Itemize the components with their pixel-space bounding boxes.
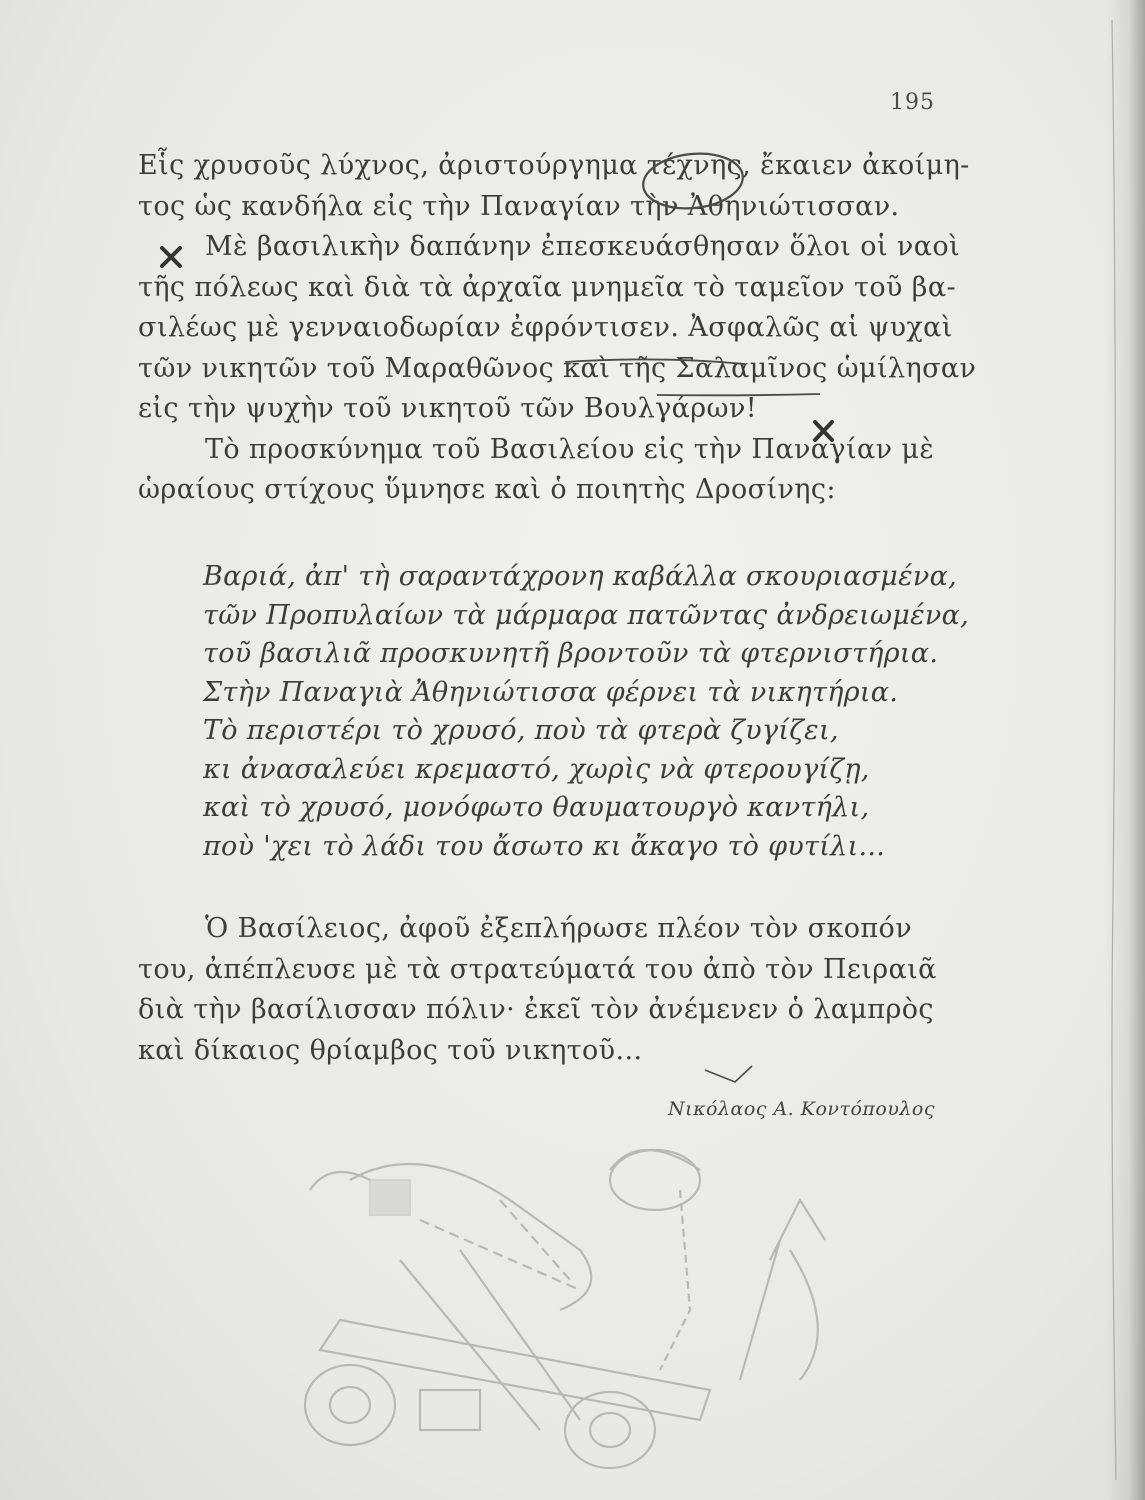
text-line: σιλέως μὲ γενναιοδωρίαν ἐφρόντισεν. Ἀσφαλῶς αἱ ψυχαὶ (138, 312, 953, 343)
poem-line: Στὴν Παναγιὰ Ἀθηνιώτισσα φέρνει τὰ νικητήρια. (203, 676, 899, 708)
poem-line: κι ἀνασαλεύει κρεμαστό, χωρὶς νὰ φτερουγίζῃ, (203, 753, 870, 785)
text-line: εἰς τὴν ψυχὴν τοῦ νικητοῦ τῶν Βουλγάρων! (138, 393, 758, 424)
underline-mark-icon (565, 359, 745, 364)
text-line: τῆς πόλεως καὶ διὰ τὰ ἀρχαῖα μνημεῖα τὸ ταμεῖον τοῦ βα- (138, 271, 956, 303)
poem-line: τῶν Προπυλαίων τὰ μάρμαρα πατῶντας ἀνδρειωμένα, (203, 599, 970, 631)
poem-line: Βαριά, ἀπ' τὴ σαραντάχρονη καβάλλα σκουριασμένα, (203, 561, 958, 592)
text-line: Τὸ προσκύνημα τοῦ Βασιλείου εἰς τὴν Παναγίαν μὲ (205, 433, 935, 465)
text-line: καὶ δίκαιος θρίαμβος τοῦ νικητοῦ... (138, 1034, 643, 1066)
poem-line: Τὸ περιστέρι τὸ χρυσό, ποὺ τὰ φτερὰ ζυγίζει, (203, 715, 839, 746)
text-line: Εἷς χρυσοῦς λύχνος, ἀριστούργημα τέχνης, ἔκαιεν ἀκοίμη- (138, 150, 970, 181)
text-line: του, ἀπέπλευσε μὲ τὰ στρατεύματά του ἀπὸ τὸν Πειραιᾶ (138, 953, 937, 985)
poem-line: τοῦ βασιλιᾶ προσκυνητῆ βροντοῦν τὰ φτερνιστήρια. (203, 638, 939, 669)
poem-line: ποὺ 'χει τὸ λάδι του ἄσωτο κι ἄκαγο τὸ φυτίλι... (203, 830, 886, 862)
text-line: διὰ τὴν βασίλισσαν πόλιν· ἐκεῖ τὸν ἀνέμενεν ὁ λαμπρὸς (138, 994, 934, 1025)
circle-mark-icon (640, 149, 745, 213)
catapult-illustration-icon (280, 1140, 960, 1480)
text-line: Μὲ βασιλικὴν δαπάνην ἐπεσκευάσθησαν ὅλοι οἱ ναοὶ (205, 231, 960, 262)
text-line: τος ὡς κανδήλα εἰς τὴν Παναγίαν τὴν Ἀθηνιώτισσαν. (138, 190, 900, 222)
text-line: Ὁ Βασίλειος, ἀφοῦ ἐξεπλήρωσε πλέον τὸν σκοπόν (205, 913, 913, 944)
margin-line-icon (1112, 20, 1116, 1480)
text-line: ὡραίους στίχους ὕμνησε καὶ ὁ ποιητὴς Δροσίνης: (138, 474, 836, 505)
cross-mark-icon (162, 248, 180, 266)
page-number: 195 (890, 90, 935, 115)
underline-mark-icon (657, 394, 820, 395)
cross-mark-icon (815, 422, 832, 440)
author-signature: Νικόλαος Α. Κοντόπουλος (668, 1098, 935, 1120)
text-line: τῶν νικητῶν τοῦ Μαραθῶνος καὶ τῆς Σαλαμῖνος ὡμίλησαν (138, 352, 977, 384)
caret-mark-icon (705, 1066, 752, 1082)
poem-line: καὶ τὸ χρυσό, μονόφωτο θαυματουργὸ καντήλι, (203, 792, 870, 823)
